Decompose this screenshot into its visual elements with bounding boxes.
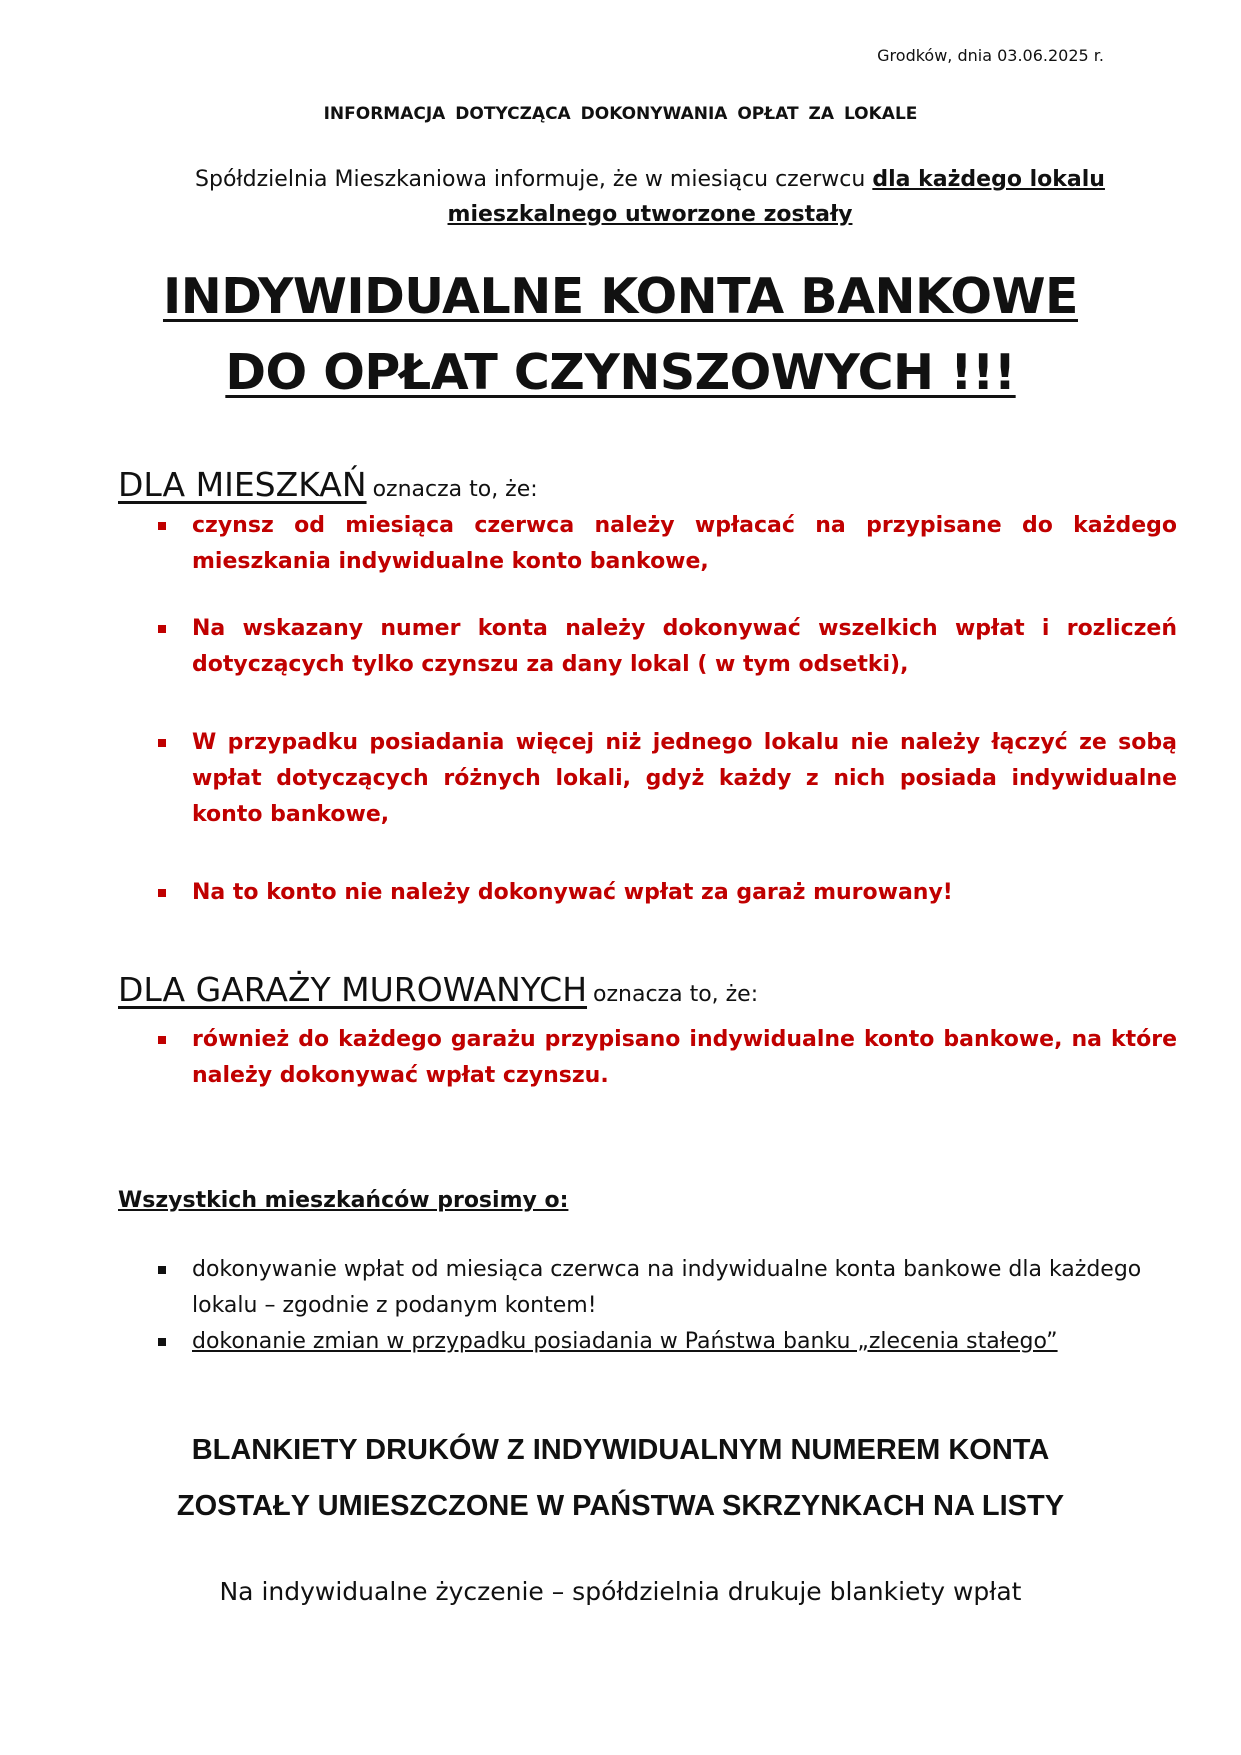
section-garages-heading — [118, 970, 758, 1009]
bullet-icon — [158, 889, 166, 897]
bullet-icon — [158, 1266, 166, 1274]
request-bullet-1: dokonywanie wpłat od miesiąca czerwca na indywidualne konta bankowe dla każdego lokalu – zgodnie z podanym kontem! — [192, 1257, 1142, 1318]
bullet-icon — [158, 1338, 166, 1346]
section-apartments-label: DLA MIESZKAŃ — [118, 465, 367, 504]
bullet-icon — [158, 522, 166, 530]
bullet-icon — [158, 625, 166, 633]
closing-text: Na indywidualne życzenie – spółdzielnia drukuje blankiety wpłat — [219, 1577, 1022, 1606]
apartment-bullet-3: W przypadku posiadania więcej niż jednego lokalu nie należy łączyć ze sobą wpłat dotyczących różnych lokali, gdyż każdy z nich posiada indywidualne konto bankowe, — [192, 730, 1177, 827]
section-garages-suffix: oznacza to, że: — [593, 982, 759, 1007]
section-apartments-heading — [118, 465, 538, 504]
intro-paragraph — [120, 162, 1180, 232]
bullet-icon — [158, 1036, 166, 1044]
main-title-line-1: INDYWIDUALNE KONTA BANKOWE — [162, 268, 1078, 325]
intro-emphasis: dla każdego lokalu mieszkalnego utworzone zostały — [447, 167, 1105, 227]
document-date: Grodków, dnia 03.06.2025 r. — [877, 46, 1104, 65]
notice-line-1: BLANKIETY DRUKÓW Z INDYWIDUALNYM NUMEREM KONTA — [191, 1434, 1050, 1466]
request-heading: Wszystkich mieszkańców prosimy o: — [118, 1188, 569, 1213]
request-bullet-2: dokonanie zmian w przypadku posiadania w Państwa banku „zlecenia stałego” — [192, 1329, 1058, 1354]
notice-line-2: ZOSTAŁY UMIESZCZONE W PAŃSTWA SKRZYNKACH NA LISTY — [176, 1490, 1065, 1522]
apartment-bullet-1: czynsz od miesiąca czerwca należy wpłacać na przypisane do każdego mieszkania indywidualne konto bankowe, — [192, 513, 1177, 574]
apartment-bullet-2: Na wskazany numer konta należy dokonywać wszelkich wpłat i rozliczeń dotyczących tylko czynszu za dany lokal ( w tym odsetki), — [192, 616, 1177, 677]
bullet-icon — [158, 739, 166, 747]
main-title-line-2: DO OPŁAT CZYNSZOWYCH !!! — [225, 344, 1016, 401]
document-heading: INFORMACJA DOTYCZĄCA DOKONYWANIA OPŁAT ZA LOKALE — [323, 104, 918, 124]
section-apartments-suffix: oznacza to, że: — [372, 477, 538, 502]
section-garages-label: DLA GARAŻY MUROWANYCH — [118, 970, 588, 1009]
apartment-bullet-4: Na to konto nie należy dokonywać wpłat za garaż murowany! — [192, 880, 953, 905]
garage-bullet-1: również do każdego garażu przypisano indywidualne konto bankowe, na które należy dokonywać wpłat czynszu. — [192, 1027, 1177, 1088]
intro-text: Spółdzielnia Mieszkaniowa informuje, że w miesiącu czerwcu — [195, 167, 866, 192]
